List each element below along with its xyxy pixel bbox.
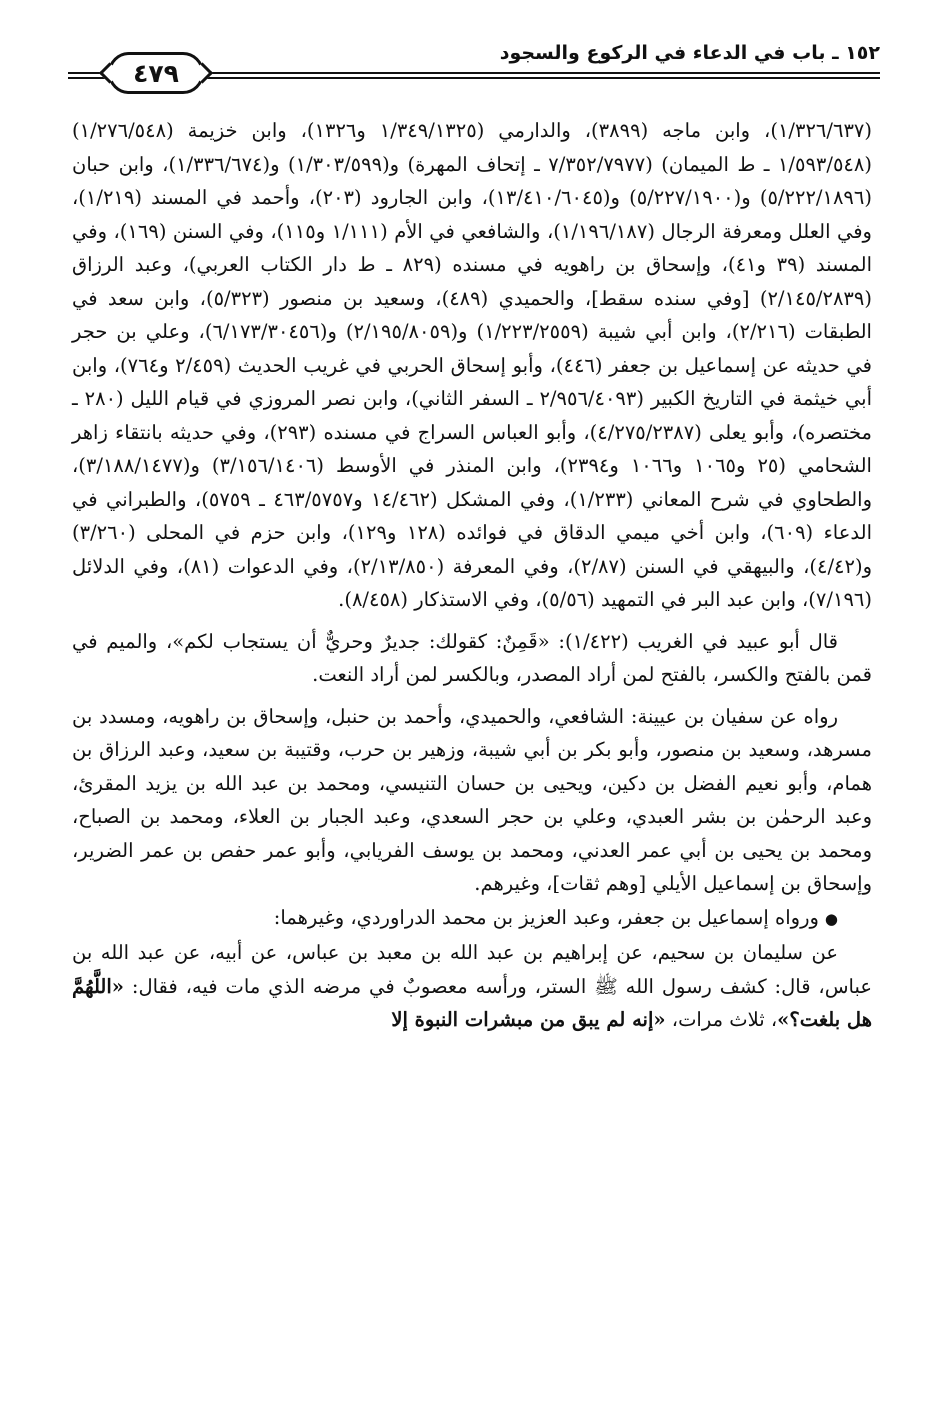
page-header (68, 40, 880, 100)
bullet-paragraph (72, 901, 872, 937)
page-number-badge (108, 52, 204, 94)
hadith-text-part: ، ثلاث مرات، (665, 1008, 778, 1031)
bullet-circle-icon: ● (824, 909, 838, 928)
page-body (72, 114, 872, 1037)
gharib-quote-paragraph: قال أبو عبيد في الغريب (١/٤٢٢): «قَمِنٌ: كقولك: جديرٌ وحريٌّ أن يستجاب لكم»، والميم في قمن بالفتح والكسر، بالفتح لمن أراد المصدر، وبالكسر لمن أراد النعت. (72, 629, 872, 686)
running-title: ١٥٢ ـ باب في الدعاء في الركوع والسجود (499, 42, 880, 64)
footnote-citations-paragraph: (١/٣٢٦/٦٣٧)، وابن ماجه (٣٨٩٩)، والدارمي (١/٣٤٩/١٣٢٥ و١٣٢٦)، وابن خزيمة (١/٢٧٦/٥٤٨) (١/٥٩٣/٥٤٨ ـ ط الميمان) (٧/٣٥٢/٧٩٧٧ ـ إتحاف المهرة) و(١/٣٠٣/٥٩٩) و(١/٣٣٦/٦٧٤)، وابن حبان (٥/٢٢٢/١٨٩٦) و(٥/٢٢٧/١٩٠٠) و(١٣/٤١٠/٦٠٤٥)، وابن الجارود (٢٠٣)، وأحمد في المسند (١/٢١٩)، وفي العلل ومعرفة الرجال (١/١٩٦/١٨٧)، والشافعي في الأم (١/١١١ و١١٥)، وفي السنن (١٦٩)، وفي المسند (٣٩ و٤١)، وإسحاق بن راهويه في مسنده (٨٢٩ ـ ط دار الكتاب العربي)، وعبد الرزاق (٢/١٤٥/٢٨٣٩) [وفي سنده سقط]، والحميدي (٤٨٩)، وسعيد بن منصور (٥/٣٢٣)، وابن سعد في الطبقات (٢/٢١٦)، وابن أبي شيبة (١/٢٢٣/٢٥٥٩) و(٢/١٩٥/٨٠٥٩) و(٦/١٧٣/٣٠٤٥٦)، وعلي بن حجر في حديثه عن إسماعيل بن جعفر (٤٤٦)، وأبو إسحاق الحربي في غريب الحديث (٢/٤٥٩ و٧٦٤)، وابن أبي خيثمة في التاريخ الكبير (٢/٩٥٦/٤٠٩٣ ـ السفر الثاني)، وابن نصر المروزي في قيام الليل (٢٨٠ ـ مختصره)، وأبو يعلى (٤/٢٧٥/٢٣٨٧)، وأبو العباس السراج في مسنده (٢٩٣)، وفي حديثه بانتقاء زاهر الشحامي (٢٥ و١٠٦٥ و١٠٦٦ و٢٣٩٤)، وابن المنذر في الأوسط (٣/١٥٦/١٤٠٦) و(٣/١٨٨/١٤٧٧)، والطحاوي في شرح المعاني (١/٢٣٣)، وفي المشكل (١٤/٤٦٢ و٤٦٣/٥٧٥٧ ـ ٥٧٥٩)، والطبراني في الدعاء (٦٠٩)، وابن أخي ميمي الدقاق في فوائده (١٢٨ و١٢٩)، وابن حزم في المحلى (٣/٢٦٠) و(٤/٤٢)، والبيهقي في السنن (٢/٨٧)، وفي المعرفة (٢/١٣/٨٥٠)، وفي الدعوات (٨١)، وفي الدلائل (٧/١٩٦)، وابن عبد البر في التمهيد (٥/٥٦)، وفي الاستذكار (٨/٤٥٨). (72, 119, 873, 611)
page-number: ٤٧٩ (133, 58, 179, 88)
narrators-paragraph: رواه عن سفيان بن عيينة: الشافعي، والحميدي، وأحمد بن حنبل، وإسحاق بن راهويه، ومسدد بن مسرهد، وسعيد بن منصور، وأبو بكر بن أبي شيبة، وزهير بن حرب، وقتيبة بن سعيد، وعبد الرزاق بن همام، وأبو نعيم الفضل بن دكين، ويحيى بن حسان التنيسي، ومحمد بن عبد الله بن يزيد المقرئ، وعبد الرحمٰن بن بشر العبدي، وعلي بن حجر السعدي، وعبد الجبار بن العلاء، ومحمد بن الصباح، ومحمد بن يحيى بن أبي عمر العدني، ومحمد بن يوسف الفريابي، وأبو عمر حفص بن عمر الضرير، وإسحاق بن إسماعيل الأيلي [وهم ثقات]، وغيرهم. (72, 704, 872, 895)
hadith-quote: «إنه لم يبق من مبشرات النبوة إلا (391, 1008, 666, 1031)
hadith-paragraph (72, 936, 872, 1037)
hadith-text-part: عن سليمان بن سحيم، عن إبراهيم بن عبد الله بن معبد بن عباس، عن أبيه، عن عبد الله بن عباس، قال: كشف رسول الله ﷺ الستر، ورأسه معصوبٌ في مرضه الذي مات فيه، فقال: (72, 941, 872, 998)
bullet-text: ورواه إسماعيل بن جعفر، وعبد العزيز بن محمد الدراوردي، وغيرهما: (273, 905, 819, 929)
hadith-quote: «اللَّهُمَّ هل بلغت؟» (72, 974, 872, 1031)
